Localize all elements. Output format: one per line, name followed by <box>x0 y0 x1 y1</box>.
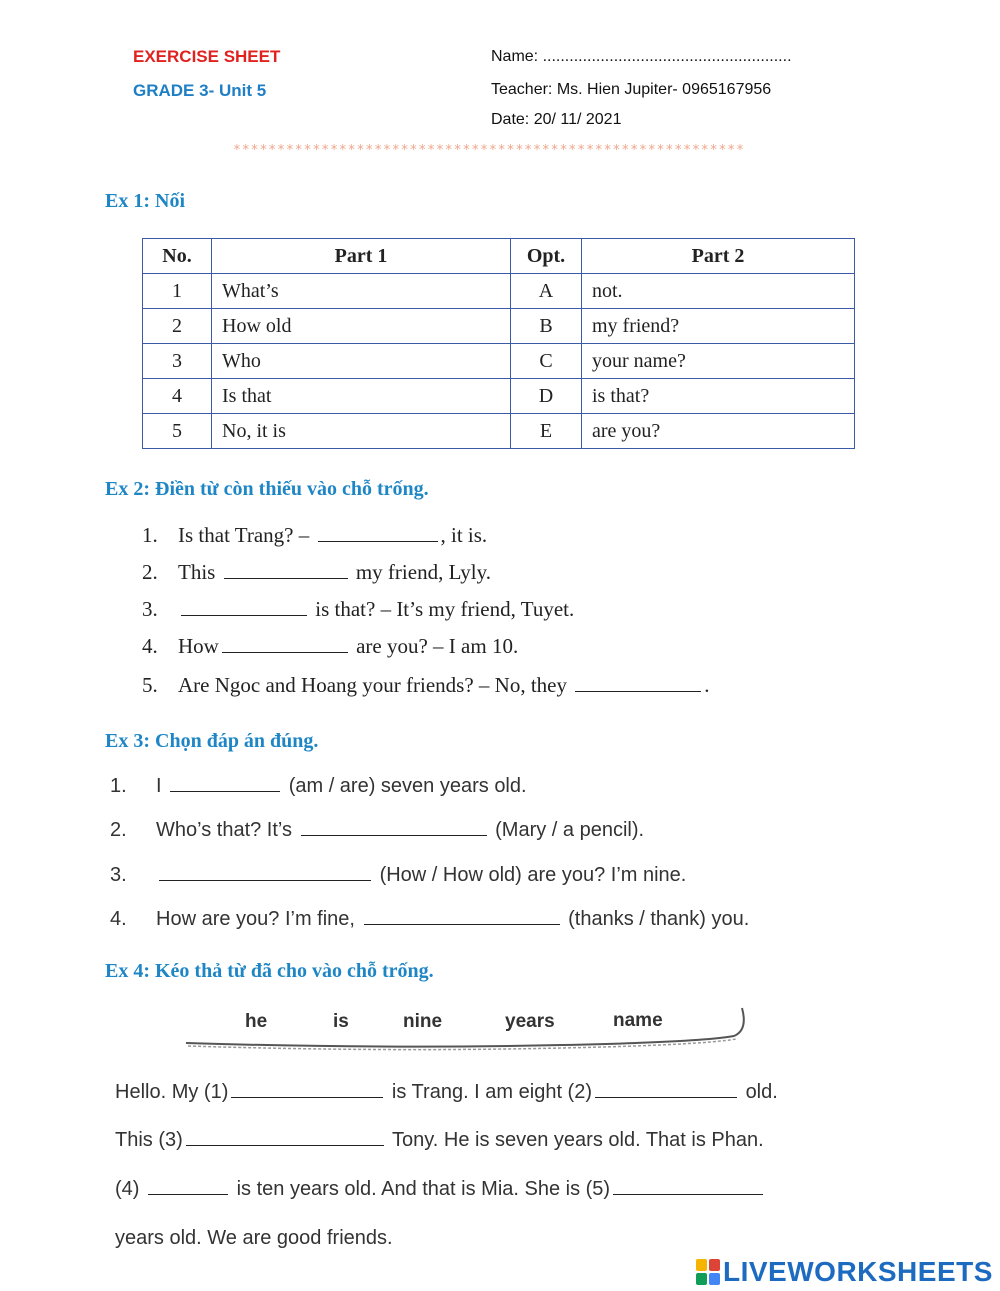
passage-text: old. <box>745 1081 778 1103</box>
row-part1: Is that <box>212 379 511 414</box>
answer-blank[interactable] <box>159 879 371 881</box>
ex1-title: Ex 1: Nối <box>105 190 185 212</box>
answer-blank[interactable] <box>364 923 560 925</box>
row-opt: B <box>511 309 582 344</box>
row-part2: your name? <box>582 344 855 379</box>
word-is[interactable]: is <box>333 1011 349 1032</box>
ex4-line-2 <box>115 1129 764 1152</box>
answer-blank[interactable] <box>301 834 487 836</box>
ex2-item-2 <box>142 560 491 585</box>
star-divider: ********************************************************** <box>233 143 745 158</box>
ex3-title: Ex 3: Chọn đáp án đúng. <box>105 730 319 752</box>
item-text: Is that Trang? – <box>178 523 310 547</box>
blank-5[interactable] <box>613 1193 763 1195</box>
row-opt: A <box>511 274 582 309</box>
ex2-item-3 <box>142 597 574 622</box>
grade-label: GRADE 3- Unit 5 <box>133 81 267 100</box>
item-text: How are you? I’m fine, <box>156 908 355 930</box>
ex2-title: Ex 2: Điền từ còn thiếu vào chỗ trống. <box>105 478 429 500</box>
col-header-opt: Opt. <box>511 239 582 274</box>
table-row <box>143 379 855 414</box>
item-number: 3. <box>142 597 158 621</box>
ex3-item-1 <box>110 775 527 798</box>
item-number: 4. <box>142 634 158 658</box>
item-text: , it is. <box>440 523 488 547</box>
logo-text: LIVEWORKSHEETS <box>723 1256 993 1287</box>
logo-mark-icon <box>696 1259 720 1285</box>
table-row <box>143 309 855 344</box>
answer-blank[interactable] <box>181 614 307 616</box>
name-field: Name: ........................................................ <box>491 48 792 65</box>
matching-table <box>142 238 855 449</box>
item-number: 4. <box>110 908 127 930</box>
word-bank <box>182 1000 752 1060</box>
col-header-no: No. <box>143 239 212 274</box>
item-number: 1. <box>142 523 158 547</box>
word-nine[interactable]: nine <box>403 1011 443 1032</box>
row-part2: my friend? <box>582 309 855 344</box>
row-no: 2 <box>143 309 212 344</box>
ex2-item-1 <box>142 523 487 548</box>
row-no: 4 <box>143 379 212 414</box>
row-part1: Who <box>212 344 511 379</box>
item-text: . <box>704 673 710 697</box>
col-header-part2: Part 2 <box>582 239 855 274</box>
item-text: Are Ngoc and Hoang your friends? – No, they <box>178 673 567 697</box>
table-row <box>143 344 855 379</box>
item-text: (thanks / thank) you. <box>568 908 750 930</box>
answer-blank[interactable] <box>575 690 701 692</box>
item-text: are you? – I am 10. <box>356 634 519 658</box>
teacher-info: Teacher: Ms. Hien Jupiter- 0965167956 <box>491 81 772 98</box>
item-number: 2. <box>142 560 158 584</box>
answer-blank[interactable] <box>170 790 280 792</box>
ex3-item-3 <box>110 864 686 887</box>
row-no: 5 <box>143 414 212 449</box>
ex4-line-4 <box>115 1227 393 1250</box>
row-part1: What’s <box>212 274 511 309</box>
row-part2: not. <box>582 274 855 309</box>
passage-text: years old. We are good friends. <box>115 1227 393 1249</box>
passage-text: Hello. My (1) <box>115 1081 229 1103</box>
answer-blank[interactable] <box>222 651 348 653</box>
ex3-item-4 <box>110 908 749 931</box>
item-text: my friend, Lyly. <box>355 560 491 584</box>
item-number: 2. <box>110 819 127 841</box>
table-row <box>143 274 855 309</box>
row-opt: E <box>511 414 582 449</box>
blank-4[interactable] <box>148 1193 228 1195</box>
passage-text: is ten years old. And that is Mia. She is (5) <box>236 1178 611 1200</box>
ex4-title: Ex 4: Kéo thả từ đã cho vào chỗ trống. <box>105 960 434 982</box>
word-years[interactable]: years <box>505 1011 555 1032</box>
word-name[interactable]: name <box>613 1010 663 1031</box>
item-text: Who’s that? It’s <box>156 819 292 841</box>
word-bank-bracket <box>182 1000 752 1060</box>
row-part1: No, it is <box>212 414 511 449</box>
answer-blank[interactable] <box>318 540 438 542</box>
ex2-item-4 <box>142 634 518 659</box>
item-text: (Mary / a pencil). <box>495 819 645 841</box>
ex2-item-5 <box>142 673 709 698</box>
col-header-part1: Part 1 <box>212 239 511 274</box>
passage-text: Tony. He is seven years old. That is Phan. <box>392 1129 764 1151</box>
ex4-line-3 <box>115 1178 766 1201</box>
date-info: Date: 20/ 11/ 2021 <box>491 111 622 128</box>
item-number: 1. <box>110 775 127 797</box>
row-part2: is that? <box>582 379 855 414</box>
blank-2[interactable] <box>595 1096 737 1098</box>
item-text: (am / are) seven years old. <box>288 775 527 797</box>
row-part2: are you? <box>582 414 855 449</box>
blank-3[interactable] <box>186 1144 384 1146</box>
item-number: 3. <box>110 864 127 886</box>
sheet-title: EXERCISE SHEET <box>133 47 281 66</box>
row-part1: How old <box>212 309 511 344</box>
item-text: (How / How old) are you? I’m nine. <box>379 864 687 886</box>
answer-blank[interactable] <box>224 577 348 579</box>
item-text: This <box>178 560 216 584</box>
row-opt: C <box>511 344 582 379</box>
ex3-item-2 <box>110 819 644 842</box>
word-he[interactable]: he <box>245 1011 268 1032</box>
item-text: I <box>156 775 162 797</box>
row-opt: D <box>511 379 582 414</box>
ex4-line-1 <box>115 1081 778 1104</box>
table-row <box>143 414 855 449</box>
passage-text: This (3) <box>115 1129 183 1151</box>
passage-text: (4) <box>115 1178 140 1200</box>
item-number: 5. <box>142 673 158 697</box>
item-text: is that? – It’s my friend, Tuyet. <box>315 597 575 621</box>
row-no: 1 <box>143 274 212 309</box>
blank-1[interactable] <box>231 1096 383 1098</box>
passage-text: is Trang. I am eight (2) <box>391 1081 592 1103</box>
row-no: 3 <box>143 344 212 379</box>
item-text: How <box>178 634 219 658</box>
